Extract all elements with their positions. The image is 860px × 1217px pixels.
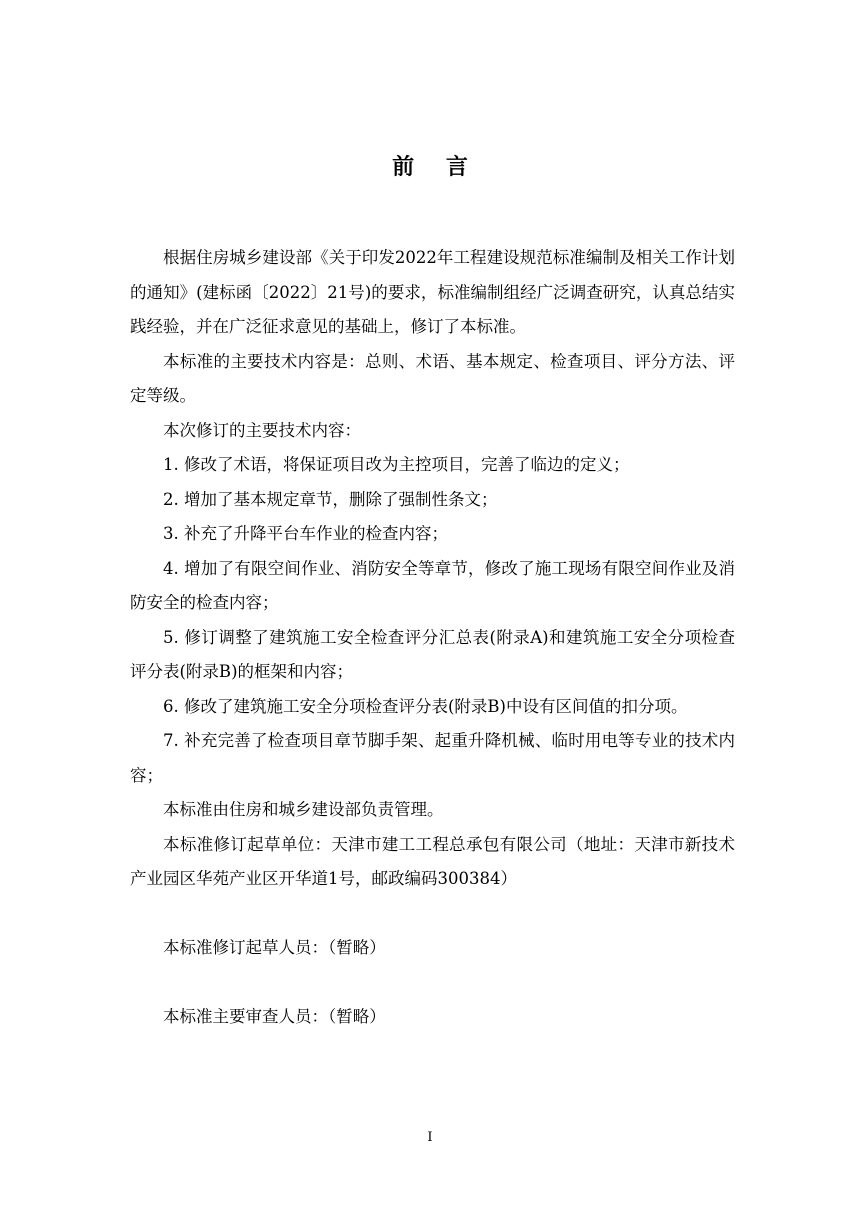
paragraph-revision-heading: 本次修订的主要技术内容： xyxy=(163,420,361,440)
revision-item-7: 7. 补充完善了检查项目章节脚手架、起重升降机械、临时用电等专业的技术内容； xyxy=(130,731,735,785)
paragraph-drafters: 本标准修订起草人员：（暂略） xyxy=(163,938,386,957)
page-title: 前 言 xyxy=(392,155,480,180)
revision-item-1: 1. 修改了术语，将保证项目改为主控项目，完善了临边的定义； xyxy=(163,455,630,474)
paragraph-management: 本标准由住房和城乡建设部负责管理。 xyxy=(163,800,444,819)
page-number: I xyxy=(427,1130,433,1145)
spacer xyxy=(130,966,735,1001)
paragraph-main-content: 本标准的主要技术内容是：总则、术语、基本规定、检查项目、评分方法、评定等级。 xyxy=(130,351,735,405)
revision-item-5: 5. 修订调整了建筑施工安全检查评分汇总表(附录A)和建筑施工安全分项检查评分表(附录B)的框架和内容； xyxy=(130,627,735,681)
preface-body xyxy=(130,241,735,1035)
revision-item-2: 2. 增加了基本规定章节，删除了强制性条文； xyxy=(163,489,498,509)
revision-item-4: 4. 增加了有限空间作业、消防安全等章节，修改了施工现场有限空间作业及消防安全的检查内容； xyxy=(130,558,735,612)
revision-item-3: 3. 补充了升降平台车作业的检查内容； xyxy=(163,524,448,543)
paragraph-drafting-unit: 本标准修订起草单位：天津市建工工程总承包有限公司（地址：天津市新技术产业园区华苑产业区开华道1号，邮政编码300384） xyxy=(130,834,735,888)
revision-item-6: 6. 修改了建筑施工安全分项检查评分表(附录B)中设有区间值的扣分项。 xyxy=(163,696,688,716)
paragraph-reviewers: 本标准主要审查人员：（暂略） xyxy=(163,1007,386,1026)
spacer xyxy=(130,897,735,932)
paragraph-intro: 根据住房城乡建设部《关于印发2022年工程建设规范标准编制及相关工作计划的通知》(建标函〔2022〕21号)的要求，标准编制组经广泛调查研究，认真总结实践经验，并在广泛征求意见的基础上，修订了本标准。 xyxy=(130,248,735,336)
